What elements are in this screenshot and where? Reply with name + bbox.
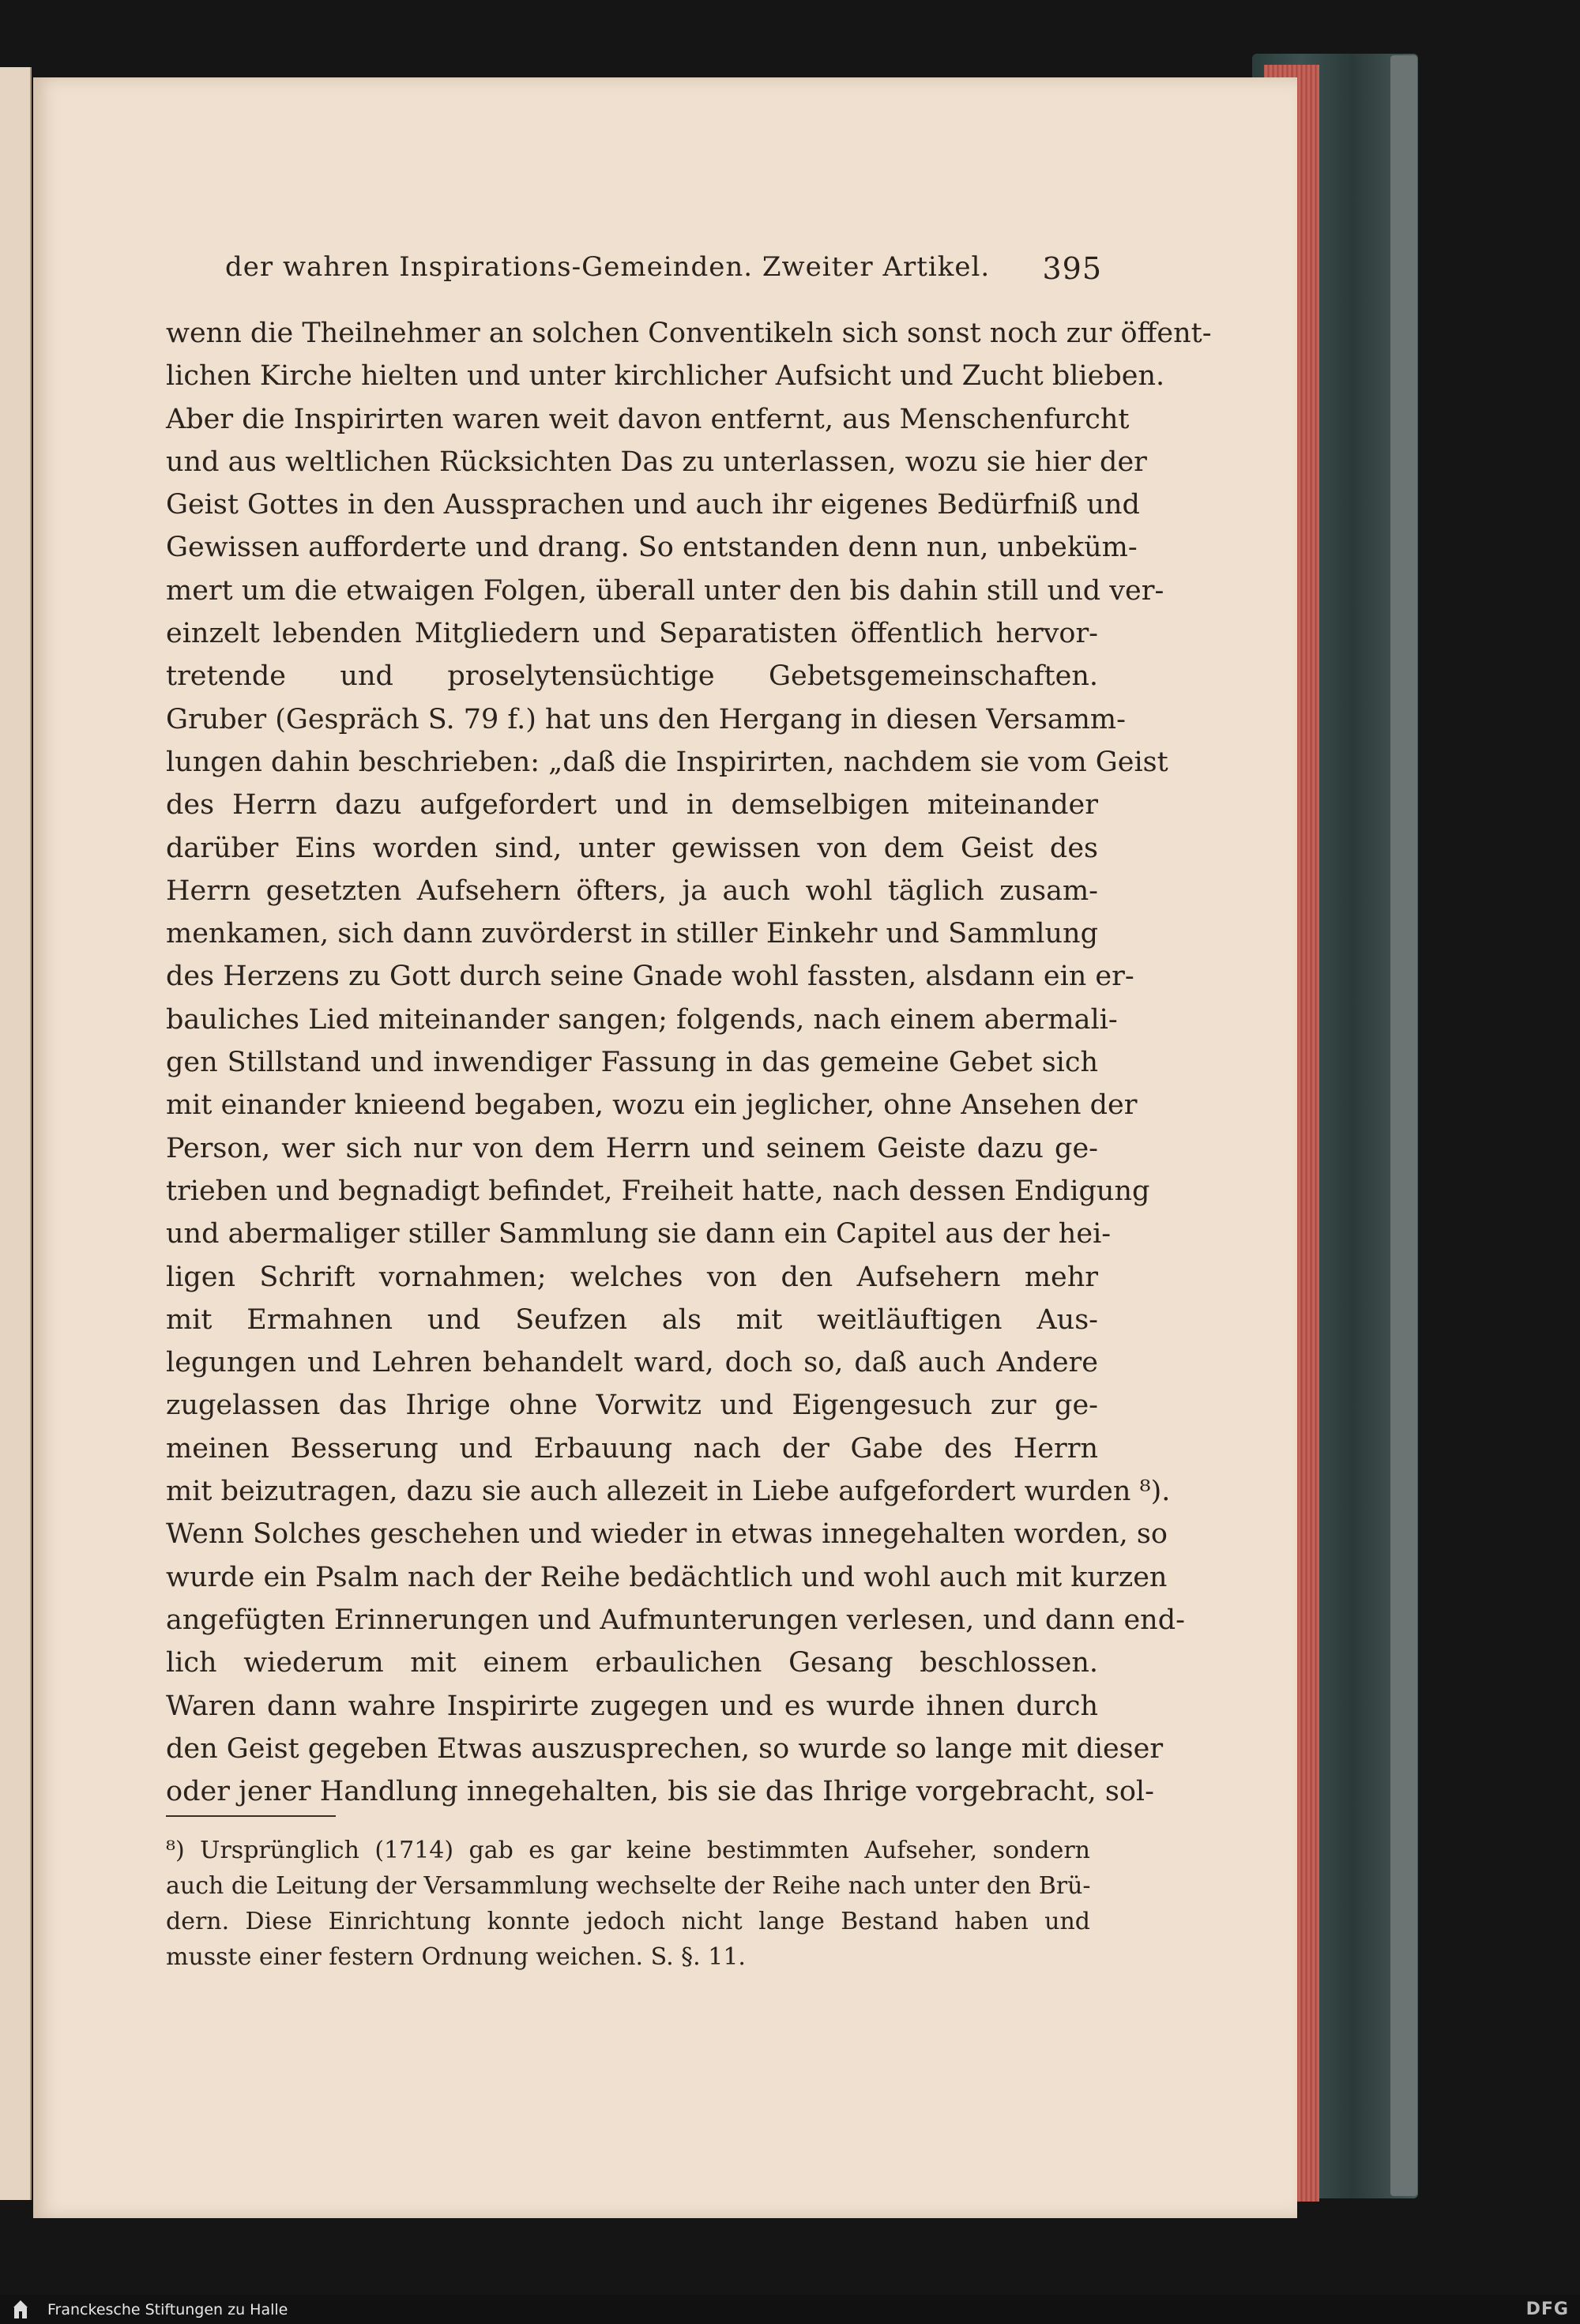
text-line: trieben und begnadigt befindet, Freiheit hatte, nach dessen Endigung <box>166 1175 1150 1207</box>
text-line: Geist Gottes in den Aussprachen und auch ihr eigenes Bedürfniß und <box>166 489 1140 521</box>
text-line: darüber Eins worden sind, unter gewissen von dem Geist des <box>166 832 1098 864</box>
viewer-footer <box>0 2295 1580 2324</box>
text-line: wenn die Theilnehmer an solchen Conventikeln sich sonst noch zur öffent- <box>166 318 1212 349</box>
text-line: mit einander knieend begaben, wozu ein jeglicher, ohne Ansehen der <box>166 1089 1138 1122</box>
text-line: zugelassen das Ihrige ohne Vorwitz und Eigengesuch zur ge- <box>166 1390 1098 1422</box>
text-line: des Herzens zu Gott durch seine Gnade wohl fassten, alsdann ein er- <box>166 961 1134 993</box>
body-text <box>166 312 1212 1813</box>
text-line: ligen Schrift vornahmen; welches von den Aufsehern mehr <box>166 1261 1098 1293</box>
text-line: und abermaliger stiller Sammlung sie dann ein Capitel aus der hei- <box>166 1218 1112 1250</box>
text-line: mit Ermahnen und Seufzen als mit weitläuftigen Aus- <box>166 1303 1098 1336</box>
footnotes <box>166 1833 1090 1975</box>
text-line: Wenn Solches geschehen und wieder in etwas innegehalten worden, so <box>166 1518 1168 1551</box>
text-line: mit beizutragen, dazu sie auch allezeit in Liebe aufgefordert wurden ⁸). <box>166 1476 1171 1508</box>
footnote-rule <box>166 1815 336 1817</box>
book-cover-edge <box>1390 55 1417 2196</box>
dfg-logo: DFG <box>1525 2300 1569 2319</box>
page-number: 395 <box>1042 251 1102 286</box>
text-line: meinen Besserung und Erbauung nach der Gabe des Herrn <box>166 1432 1098 1465</box>
running-head-title: der wahren Inspirations-Gemeinden. Zweiter Artikel. <box>225 251 991 283</box>
text-line: angefügten Erinnerungen und Aufmunterungen verlesen, und dann end- <box>166 1604 1185 1636</box>
footnote-line: auch die Leitung der Versammlung wechselte der Reihe nach unter den Brü- <box>166 1872 1091 1900</box>
text-line: Waren dann wahre Inspirirte zugegen und es wurde ihnen durch <box>166 1690 1098 1722</box>
footnote-line: musste einer festern Ordnung weichen. S. §. 11. <box>166 1943 746 1971</box>
footnote-line: ⁸) Ursprünglich (1714) gab es gar keine bestimmten Aufseher, sondern <box>166 1837 1090 1864</box>
text-line: des Herrn dazu aufgefordert und in demselbigen miteinander <box>166 789 1098 822</box>
text-line: Person, wer sich nur von dem Herrn und seinem Geiste dazu ge- <box>166 1132 1098 1164</box>
text-line: legungen und Lehren behandelt ward, doch so, daß auch Andere <box>166 1347 1098 1379</box>
text-line: Aber die Inspirirten waren weit davon entfernt, aus Menschenfurcht <box>166 403 1130 435</box>
left-page-sliver <box>0 67 32 2200</box>
text-line: wurde ein Psalm nach der Reihe bedächtlich und wohl auch mit kurzen <box>166 1561 1168 1593</box>
text-line: den Geist gegeben Etwas auszusprechen, so wurde so lange mit dieser <box>166 1732 1164 1765</box>
text-line: mert um die etwaigen Folgen, überall unter den bis dahin still und ver- <box>166 574 1164 607</box>
institution-logo-icon <box>13 2300 28 2320</box>
text-line: lich wiederum mit einem erbaulichen Gesang beschlossen. <box>166 1647 1098 1679</box>
text-line: bauliches Lied miteinander sangen; folgends, nach einem abermali- <box>166 1003 1118 1036</box>
text-line: lichen Kirche hielten und unter kirchlicher Aufsicht und Zucht blieben. <box>166 360 1165 393</box>
footnote-line: dern. Diese Einrichtung konnte jedoch nicht lange Bestand haben und <box>166 1908 1090 1935</box>
text-line: Gewissen aufforderte und drang. So entstanden denn nun, unbeküm- <box>166 532 1138 564</box>
text-line: und aus weltlichen Rücksichten Das zu unterlassen, wozu sie hier der <box>166 446 1147 478</box>
text-line: Herrn gesetzten Aufsehern öfters, ja auch wohl täglich zusam- <box>166 874 1098 907</box>
text-line: menkamen, sich dann zuvörderst in stiller Einkehr und Sammlung <box>166 918 1098 950</box>
text-line: einzelt lebenden Mitgliedern und Separatisten öffentlich hervor- <box>166 618 1098 650</box>
running-head <box>225 251 1102 286</box>
text-line: oder jener Handlung innegehalten, bis sie das Ihrige vorgebracht, sol- <box>166 1776 1154 1808</box>
text-line: gen Stillstand und inwendiger Fassung in das gemeine Gebet sich <box>166 1047 1098 1079</box>
text-line: Gruber (Gespräch S. 79 f.) hat uns den Hergang in diesen Versamm- <box>166 703 1126 735</box>
text-line: tretende und proselytensüchtige Gebetsgemeinschaften. <box>166 660 1098 693</box>
text-line: lungen dahin beschrieben: „daß die Inspirirten, nachdem sie vom Geist <box>166 746 1168 778</box>
institution-name: Franckesche Stiftungen zu Halle <box>47 2301 288 2318</box>
